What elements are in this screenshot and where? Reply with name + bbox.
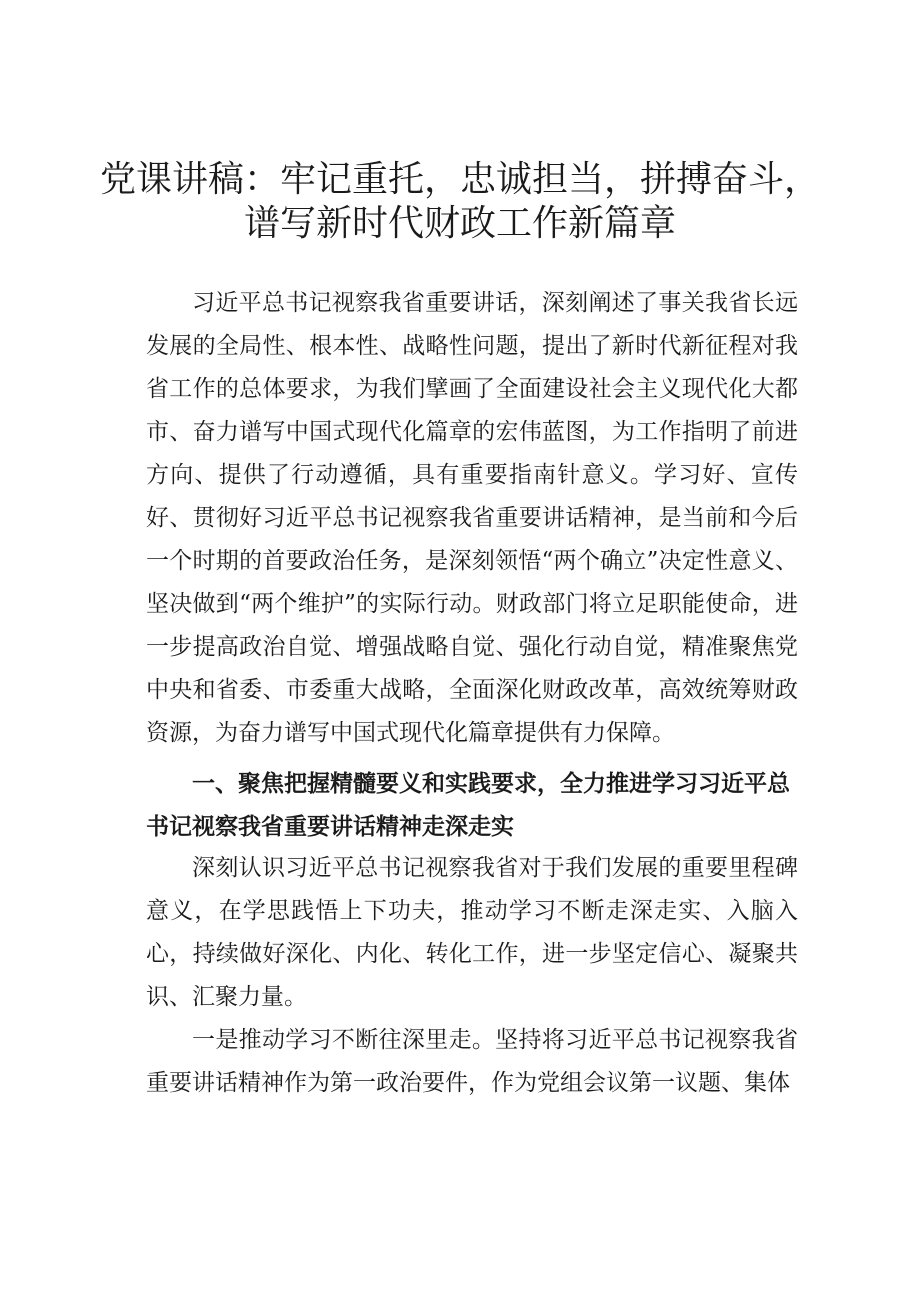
document-title [100, 158, 820, 246]
section-1-point-1: 一是推动学习不断往深里走。坚持将习近平总书记视察我省重要讲话精神作为第一政治要件，作为党组会议第一议题、集体 [146, 1027, 798, 1096]
title-line-2: 谱写新时代财政工作新篇章 [243, 203, 676, 244]
intro-paragraph: 习近平总书记视察我省重要讲话，深刻阐述了事关我省长远发展的全局性、根本性、战略性问题，提出了新时代新征程对我省工作的总体要求，为我们擘画了全面建设社会主义现代化大都市、奋力谱写中国式现代化篇章的宏伟蓝图，为工作指明了前进方向、提供了行动遵循，具有重要指南针意义。学习好、宣传好、贯彻好习近平总书记视察我省重要讲话精神，是当前和今后一个时期的首要政治任务，是深刻领悟“两个确立”决定性意义、坚决做到“两个维护”的实际行动。财政部门将立足职能使命，进一步提高政治自觉、增强战略自觉、强化行动自觉，精准聚焦党中央和省委、市委重大战略，全面深化财政改革，高效统筹财政资源，为奋力谱写中国式现代化篇章提供有力保障。 [146, 290, 798, 746]
section-heading-1: 一、聚焦把握精髓要义和实践要求，全力推进学习习近平总书记视察我省重要讲话精神走深走实 [146, 771, 790, 840]
section-1-paragraph: 深刻认识习近平总书记视察我省对于我们发展的重要里程碑意义，在学思践悟上下功夫，推动学习不断走深走实、入脑入心，持续做好深化、内化、转化工作，进一步坚定信心、凝聚共识、汇聚力量。 [146, 855, 798, 1010]
title-line-1: 党课讲稿：牢记重托，忠诚担当，拼搏奋斗， [100, 159, 821, 200]
